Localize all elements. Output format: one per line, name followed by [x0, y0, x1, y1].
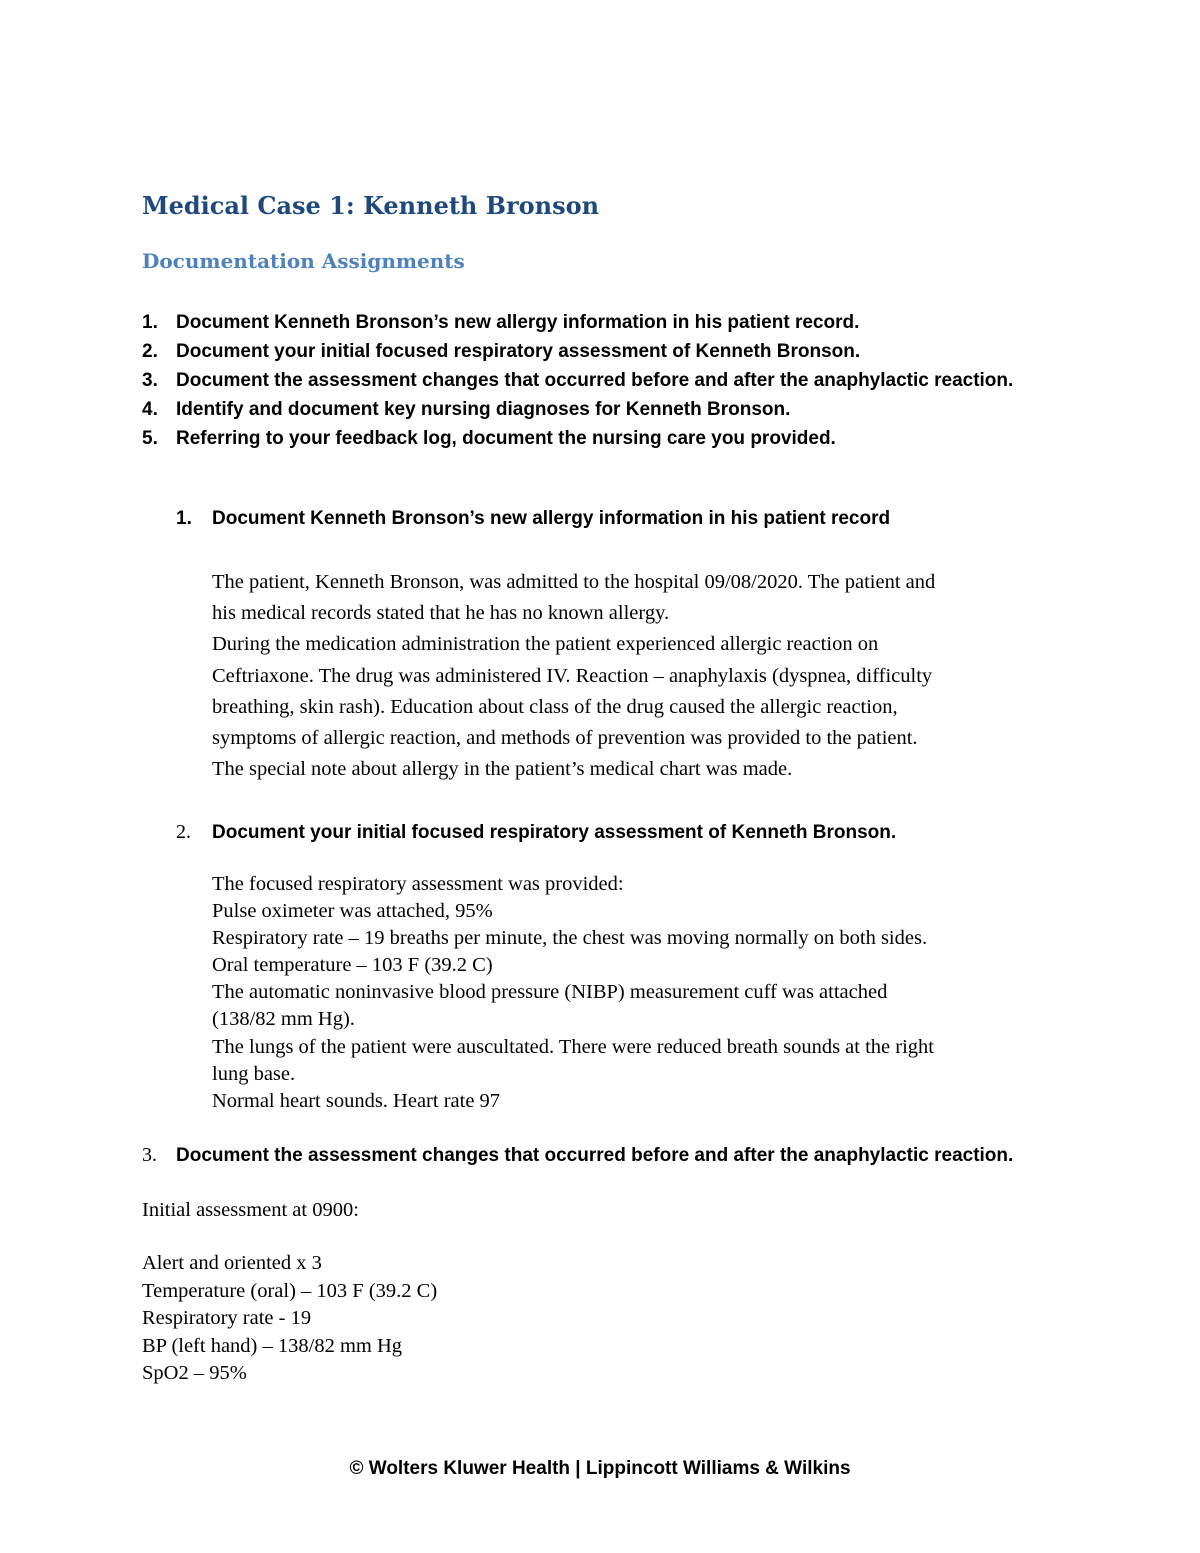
- assignment-list: [142, 308, 1013, 453]
- body-line: (138/82 mm Hg).: [212, 1008, 355, 1031]
- section-number: 1.: [176, 508, 192, 529]
- list-item: [142, 337, 1013, 366]
- body-line: The focused respiratory assessment was provided:: [212, 873, 624, 895]
- section-1-body: [212, 567, 935, 785]
- body-line: Respiratory rate – 19 breaths per minute, the chest was moving normally on both sides.: [212, 927, 928, 950]
- list-number: 5.: [142, 428, 158, 449]
- body-line: During the medication administration the patient experienced allergic reaction on: [212, 633, 879, 656]
- body-line: BP (left hand) – 138/82 mm Hg: [142, 1334, 403, 1357]
- body-line: his medical records stated that he has no known allergy.: [212, 602, 670, 625]
- page-title: Medical Case 1: Kenneth Bronson: [142, 191, 600, 220]
- section-3-body: [142, 1250, 437, 1388]
- page-subtitle: Documentation Assignments: [142, 249, 465, 273]
- body-line: Oral temperature – 103 F (39.2 C): [212, 954, 493, 977]
- list-number: 2.: [142, 341, 158, 362]
- body-line: Temperature (oral) – 103 F (39.2 C): [142, 1279, 438, 1302]
- body-line: Pulse oximeter was attached, 95%: [212, 900, 493, 923]
- body-line: The lungs of the patient were auscultated. There were reduced breath sounds at the right: [212, 1035, 934, 1058]
- list-item: [142, 308, 1013, 337]
- list-text: Document your initial focused respiratory assessment of Kenneth Bronson.: [176, 341, 861, 362]
- body-line: lung base.: [212, 1062, 296, 1085]
- body-line: The patient, Kenneth Bronson, was admitted to the hospital 09/08/2020. The patient and: [212, 571, 936, 593]
- body-line: Ceftriaxone. The drug was administered IV. Reaction – anaphylaxis (dyspnea, difficulty: [212, 664, 933, 687]
- section-number: 3.: [142, 1144, 157, 1166]
- list-number: 4.: [142, 399, 158, 420]
- list-number: 1.: [142, 312, 158, 333]
- section-1-heading: [176, 505, 890, 533]
- list-text: Referring to your feedback log, document the nursing care you provided.: [176, 428, 836, 449]
- body-line: breathing, skin rash). Education about class of the drug caused the allergic reaction,: [212, 695, 898, 718]
- list-text: Document the assessment changes that occurred before and after the anaphylactic reaction.: [176, 370, 1014, 391]
- section-heading-text: Document Kenneth Bronson’s new allergy information in his patient record: [212, 508, 891, 529]
- section-3-initial-label: Initial assessment at 0900:: [142, 1199, 359, 1221]
- body-line: SpO2 – 95%: [142, 1362, 247, 1384]
- list-item: [142, 395, 1013, 424]
- section-2-body: [212, 871, 934, 1115]
- list-text: Identify and document key nursing diagnoses for Kenneth Bronson.: [176, 399, 791, 420]
- section-3-heading: [142, 1141, 1013, 1170]
- body-line: The special note about allergy in the patient’s medical chart was made.: [212, 758, 793, 781]
- list-text: Document Kenneth Bronson’s new allergy information in his patient record.: [176, 312, 860, 333]
- section-number: 2.: [176, 821, 191, 843]
- body-line: Alert and oriented x 3: [142, 1252, 322, 1274]
- body-line: symptoms of allergic reaction, and methods of prevention was provided to the patient.: [212, 727, 918, 750]
- body-line: Respiratory rate - 19: [142, 1307, 312, 1329]
- page-footer: © Wolters Kluwer Health | Lippincott Williams & Wilkins: [349, 1458, 851, 1479]
- list-item: [142, 366, 1013, 395]
- body-line: The automatic noninvasive blood pressure (NIBP) measurement cuff was attached: [212, 981, 888, 1004]
- body-line: Normal heart sounds. Heart rate 97: [212, 1089, 501, 1112]
- list-number: 3.: [142, 370, 158, 391]
- list-item: [142, 424, 1013, 453]
- section-heading-text: Document your initial focused respiratory assessment of Kenneth Bronson.: [212, 822, 897, 843]
- section-2-heading: [176, 818, 896, 847]
- section-heading-text: Document the assessment changes that occurred before and after the anaphylactic reaction.: [176, 1145, 1014, 1166]
